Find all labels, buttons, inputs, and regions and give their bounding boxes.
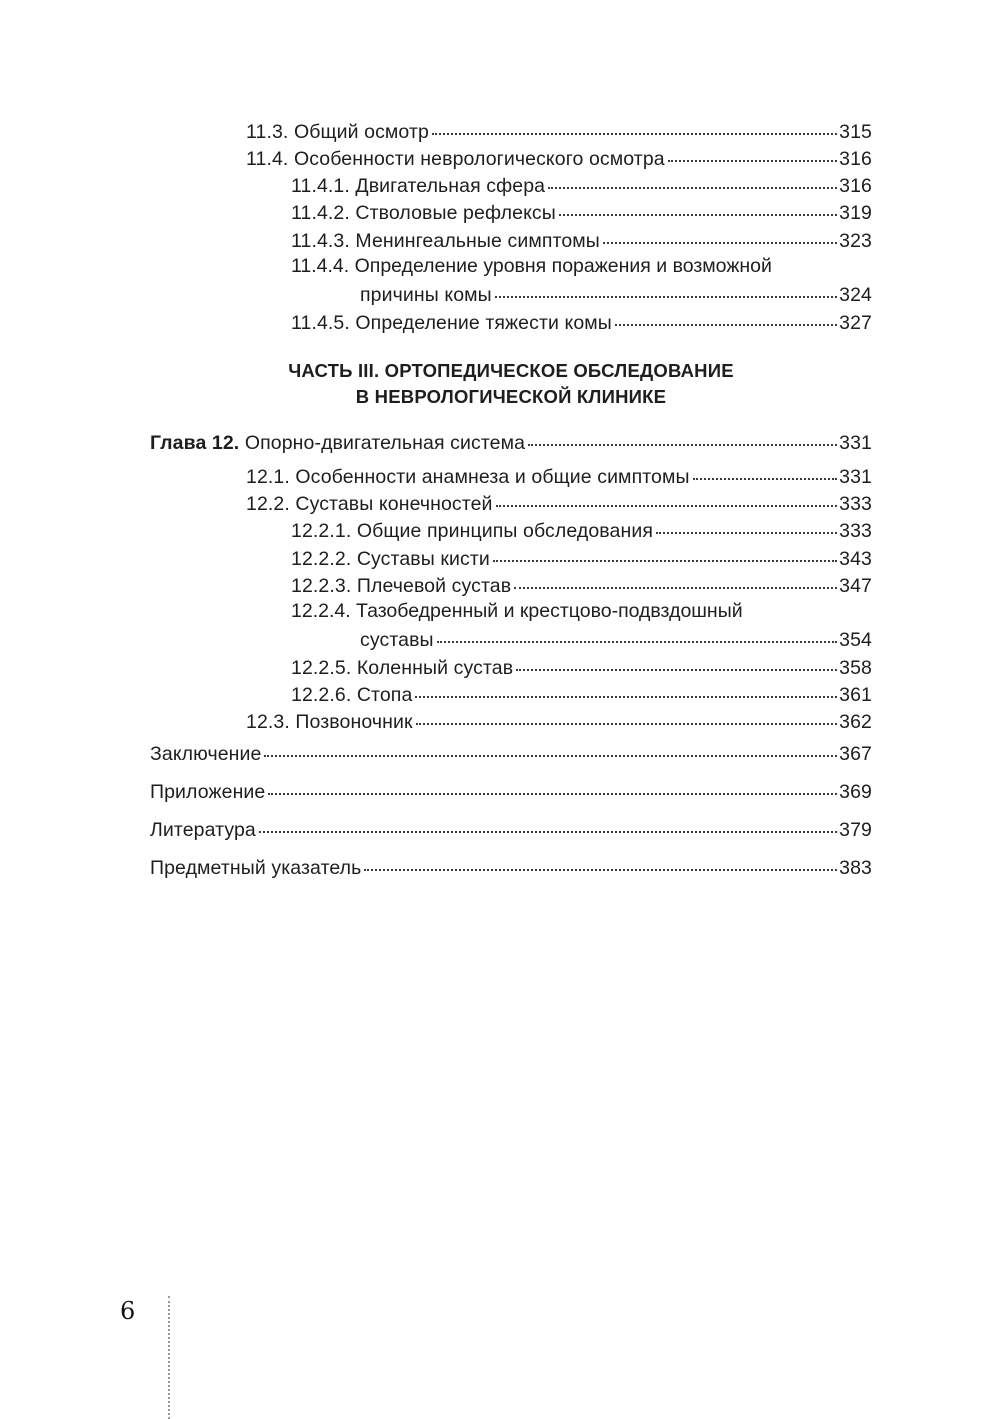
toc-entry-page: 367 [839,742,872,765]
toc-entry-label: 11.3. Общий осмотр [246,120,429,143]
toc-entry-page: 319 [839,201,872,224]
toc-entry-label: 12.2.6. Стопа [291,683,413,706]
dot-leader [493,545,837,565]
toc-entry-label: 11.4. Особенности неврологического осмотра [246,147,665,170]
dot-leader [415,681,837,701]
toc-entry-page: 331 [839,431,872,454]
toc-entry-page: 324 [839,283,872,306]
dot-leader [437,626,837,646]
toc-entry-label: Заключение [150,742,262,765]
toc-entry [291,227,872,253]
dot-leader [495,281,837,301]
toc-entry-conclusion [150,740,872,766]
dot-leader [656,517,837,537]
toc-entry-label: 11.4.3. Менингеальные симптомы [291,229,600,252]
toc-entry-label: 11.4.4. Определение уровня поражения и возможной [291,255,772,277]
dot-leader [615,309,837,329]
toc-entry-page: 323 [839,229,872,252]
toc-entry-label: 12.3. Позвоночник [246,710,413,733]
toc-entry-label: Литература [150,818,256,841]
toc-entry [291,681,872,707]
toc-entry-page: 327 [839,311,872,334]
toc-entry-subject-index [150,854,872,880]
toc-entry-page: 383 [839,856,872,879]
toc-entry-page: 361 [839,683,872,706]
dot-leader [264,740,837,760]
toc-entry-page: 354 [839,628,872,651]
toc-entry-label: Предметный указатель [150,856,362,879]
dot-leader [514,572,837,592]
toc-entry-page: 333 [839,492,872,515]
toc-entry [291,309,872,335]
dot-leader [259,816,837,836]
part-heading-line-1: ЧАСТЬ III. ОРТОПЕДИЧЕСКОЕ ОБСЛЕДОВАНИЕ [288,360,734,381]
dot-leader [559,199,837,219]
toc-entry-page: 379 [839,818,872,841]
dot-leader [496,490,838,510]
toc-entry [360,626,872,652]
toc-entry [246,490,872,516]
part-heading-line-2: В НЕВРОЛОГИЧЕСКОЙ КЛИНИКЕ [355,386,667,407]
toc-entry-page: 358 [839,656,872,679]
toc-chapter-entry [150,429,872,455]
toc-entry [246,463,872,489]
toc-entry-label: 11.4.5. Определение тяжести комы [291,311,612,334]
toc-entry-page: 315 [839,120,872,143]
dot-leader [668,145,837,165]
toc-entry-page: 316 [839,147,872,170]
toc-entry-label: 11.4.1. Двигательная сфера [291,174,546,197]
dot-leader [516,654,837,674]
toc-entry-page: 347 [839,574,872,597]
toc-entry [291,517,872,543]
toc-entry-page: 362 [839,710,872,733]
toc-entry-label: 12.2.5. Коленный сустав [291,656,514,679]
toc-entry-label: 12.1. Особенности анамнеза и общие симптомы [246,465,690,488]
chapter-prefix: Глава 12. [150,431,240,454]
toc-entry [246,708,872,734]
toc-entry-label: 12.2.2. Суставы кисти [291,547,490,570]
toc-entry-label: 12.2.3. Плечевой сустав [291,574,512,597]
toc-entry [246,145,872,171]
chapter-title: Опорно-двигательная система [244,431,526,454]
toc-entry [291,545,872,571]
folio-dotted-rule [168,1296,170,1419]
page-number: 6 [120,1297,136,1325]
dot-leader [432,118,837,138]
toc-entry-page: 369 [839,780,872,803]
toc-entry-label: 12.2.1. Общие принципы обследования [291,519,653,542]
toc-entry [291,199,872,225]
dot-leader [528,429,837,449]
toc-entry-label: Приложение [150,780,266,803]
dot-leader [693,463,838,483]
toc-entry-label: 12.2. Суставы конечностей [246,492,493,515]
dot-leader [416,708,838,728]
toc-entry-page: 331 [839,465,872,488]
dot-leader [603,227,837,247]
toc-entry-label-continued: суставы [360,628,434,651]
toc-entry-label: 11.4.2. Стволовые рефлексы [291,201,556,224]
toc-entry-page: 316 [839,174,872,197]
dot-leader [268,778,837,798]
toc-entry-references [150,816,872,842]
toc-entry [291,572,872,598]
toc-entry-label-continued: причины комы [360,283,492,306]
toc-entry [291,172,872,198]
toc-entry-label: 12.2.4. Тазобедренный и крестцово-подвздошный [291,600,743,622]
toc-entry-appendix [150,778,872,804]
toc-entry-page: 343 [839,547,872,570]
toc-entry [291,654,872,680]
dot-leader [548,172,837,192]
toc-entry-page: 333 [839,519,872,542]
toc-entry [246,118,872,144]
toc-entry [360,281,872,307]
dot-leader [364,854,837,874]
